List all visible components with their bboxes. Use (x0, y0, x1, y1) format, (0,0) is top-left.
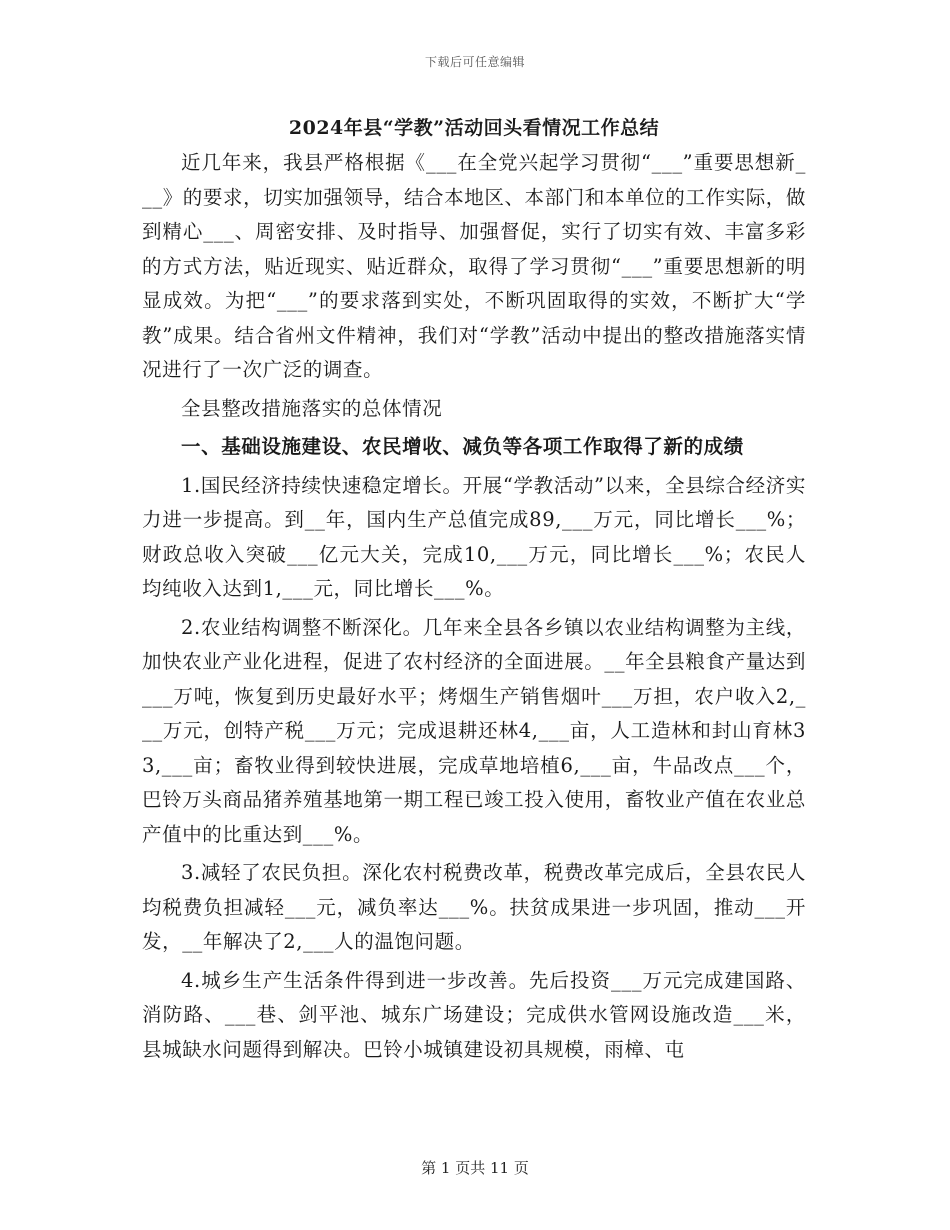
header-note: 下载后可任意编辑 (424, 55, 525, 69)
page-number: 第 1 页共 11 页 (421, 1159, 529, 1177)
paragraph-item-2: 2.农业结构调整不断深化。几年来全县各乡镇以农业结构调整为主线，加快农业产业化进程，促进了农村经济的全面进展。__年全县粮食产量达到___万吨，恢复到历史最好水平；烤烟生产销售烟叶___万担，农户收入2,___万元，创特产税___万元；完成退耕还林4,___亩，人工造林和封山育林33,___亩；畜牧业得到较快进展，完成草地培植6,___亩，牛品改点___个，巴铃万头商品猪养殖基地第一期工程已竣工投入使用，畜牧业产值在农业总产值中的比重达到___%。 (142, 615, 806, 846)
paragraph-overview-heading: 全县整改措施落实的总体情况 (181, 396, 443, 420)
paragraph-item-4: 4.城乡生产生活条件得到进一步改善。先后投资___万元完成建国路、消防路、___巷、剑平池、城东广场建设；完成供水管网设施改造___米，县城缺水问题得到解决。巴铃小城镇建设初具规模，雨樟、屯 (142, 968, 806, 1061)
section-heading-1: 一、基础设施建设、农民增收、减负等各项工作取得了新的成绩 (181, 435, 744, 458)
paragraph-item-3: 3.减轻了农民负担。深化农村税费改革，税费改革完成后，全县农民人均税费负担减轻___元，减负率达___%。扶贫成果进一步巩固，推动___开发，__年解决了2,___人的温饱问题。 (142, 861, 806, 953)
document-title: 2024年县“学教”活动回头看情况工作总结 (288, 117, 660, 139)
paragraph-intro: 近几年来，我县严格根据《___在全党兴起学习贯彻“___”重要思想新___》的要求，切实加强领导，结合本地区、本部门和本单位的工作实际，做到精心___、周密安排、及时指导、加强督促，实行了切实有效、丰富多彩的方式方法，贴近现实、贴近群众，取得了学习贯彻“___”重要思想新的明显成效。为把“___”的要求落到实处，不断巩固取得的实效，不断扩大“学教”成果。结合省州文件精神，我们对“学教”活动中提出的整改措施落实情况进行了一次广泛的调查。 (142, 151, 806, 381)
paragraph-item-1: 1.国民经济持续快速稳定增长。开展“学教活动”以来，全县综合经济实力进一步提高。到__年，国内生产总值完成89,___万元，同比增长___%；财政总收入突破___亿元大关，完成10,___万元，同比增长___%；农民人均纯收入达到1,___元，同比增长___%。 (142, 473, 806, 600)
document-body (142, 112, 806, 1071)
